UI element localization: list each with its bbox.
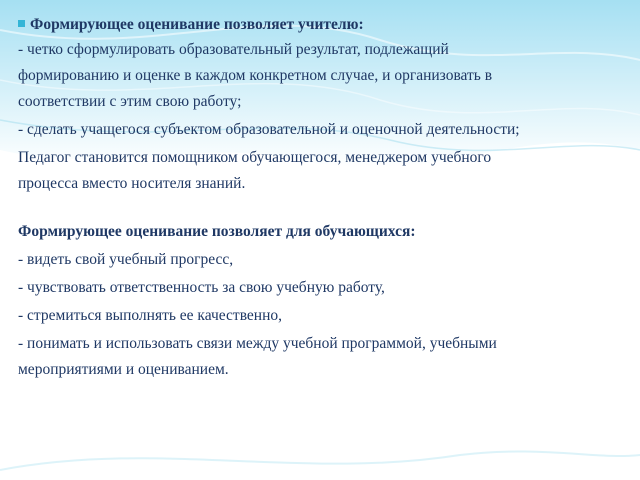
teacher-item-1: - четко сформулировать образовательный результат, подлежащий формированию и оценке в каждом конкретном случае, и организовать в соответствии с этим свою работу; bbox=[18, 41, 493, 110]
bullet-square-icon bbox=[18, 20, 25, 27]
student-item-1: - видеть свой учебный прогресс, bbox=[18, 251, 234, 268]
student-item-4: - понимать и использовать связи между учебной программой, учебными мероприятиями и оцениванием. bbox=[18, 335, 497, 378]
student-item-3: - стремиться выполнять ее качественно, bbox=[18, 307, 283, 324]
teacher-outcome: Педагог становится помощником обучающегося, менеджером учебного процесса вместо носителя знаний. bbox=[18, 149, 492, 192]
student-heading: Формирующее оценивание позволяет для обучающихся: bbox=[18, 223, 416, 240]
slide-content bbox=[18, 14, 628, 381]
teacher-item-2: - сделать учащегося субъектом образовательной и оценочной деятельности; bbox=[18, 121, 520, 138]
student-item-2: - чувствовать ответственность за свою учебную работу, bbox=[18, 279, 385, 296]
teacher-heading: Формирующее оценивание позволяет учителю: bbox=[18, 14, 628, 36]
